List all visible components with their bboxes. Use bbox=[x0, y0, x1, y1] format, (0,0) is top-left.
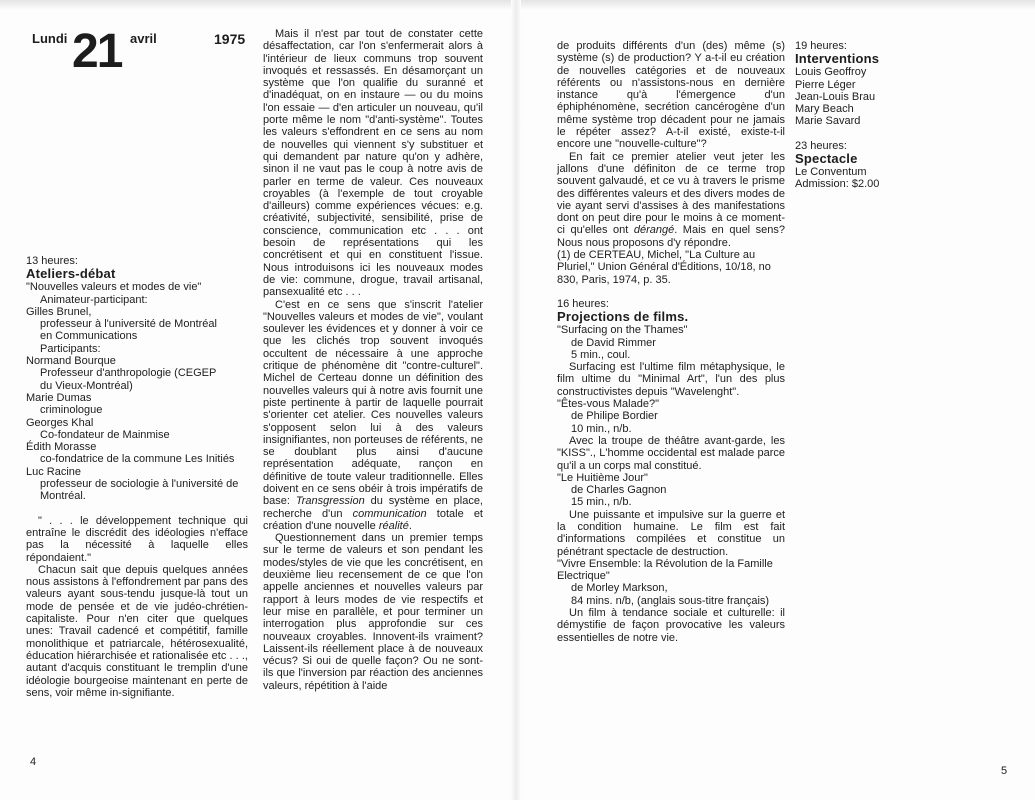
film-length: 10 min., n/b. bbox=[571, 422, 632, 435]
speaker-name: Louis Geoffroy bbox=[795, 66, 867, 79]
animator-name: Gilles Brunel, bbox=[26, 305, 92, 318]
spectacle-title: Spectacle bbox=[795, 151, 858, 167]
animator-dept: en Communications bbox=[40, 330, 138, 343]
ateliers-time: 13 heures: bbox=[26, 255, 78, 267]
film-description: Une puissante et impulsive sur la guerre et la condition humaine. Le film est fait d'informations compilées et constitue un pénétrant spectacle de destruction. bbox=[557, 508, 785, 558]
film-title: "Vivre Ensemble: la Révolution de la Famille Electrique" bbox=[557, 557, 773, 583]
spectacle-time: 23 heures: bbox=[795, 139, 847, 152]
body-paragraph: Chacun sait que depuis quelques années nous assistons à l'effondrement par pans des valeurs ayant sous-tendu jusque-là tout un mode de pensée et de vie judéo-chrétien-capitaliste. Pour n'en citer que quelques unes: Travail cadencé et compétitif, famille monolithique et patriarcale, hétérosexualité, éducation hiérarchisée et rationalisée etc . . ., autant d'acquis constituant le tremplin d'une idéologie bourgeoise maintenant en perte de sens, voir même in-signifiante. bbox=[26, 563, 248, 699]
film-description: Un film à tendance sociale et culturelle: il démystifie de façon provocative les valeurs essentielles de notre vie. bbox=[557, 607, 785, 644]
ateliers-title: Ateliers-débat bbox=[26, 266, 116, 282]
interventions-title: Interventions bbox=[795, 51, 880, 67]
speaker-name: Pierre Léger bbox=[795, 78, 856, 91]
quote-paragraph: " . . . le développement technique qui entraîne le discrédit des idéologies n'efface pas la nécessité à laquelle elles répondaient." bbox=[26, 514, 248, 564]
film-director: de Morley Markson, bbox=[571, 582, 668, 595]
essay-paragraph-4: de produits différents d'un (des) même (s) système (s) de production? Y a-t-il eu création de nouvelles catégories et de nouveaux référents ou n'assistons-nous en dernière instance qu'à l'émergence d'un éphiphénomène, secrétion cancérogène d'un même système trop décadent pour ne jamais le répéter assez? A-t-il existé, existe-t-il encore une "nouvelle-culture"? bbox=[557, 40, 785, 151]
column-projections bbox=[557, 40, 785, 644]
interventions-time: 19 heures: bbox=[795, 40, 847, 52]
participant-name: Luc Racine bbox=[26, 465, 82, 478]
spectacle-venue: Le Conventum bbox=[795, 166, 867, 179]
animator-label: Animateur-participant: bbox=[40, 293, 148, 306]
film-director: de David Rimmer bbox=[571, 336, 656, 349]
participant-name: Marie Dumas bbox=[26, 391, 92, 404]
participants-label: Participants: bbox=[40, 342, 101, 355]
film-description: Surfacing est l'ultime film métaphysique, le film ultime du "Minimal Art", l'un des plus constructivistes depuis "Wavelenght". bbox=[557, 361, 785, 398]
participant-name: Normand Bourque bbox=[26, 355, 116, 368]
column-evening bbox=[795, 40, 1015, 191]
header-day: Lundi bbox=[32, 31, 68, 46]
speaker-name: Mary Beach bbox=[795, 103, 854, 116]
film-title: "Êtes-vous Malade?" bbox=[557, 398, 659, 411]
participant-name: Édith Morasse bbox=[26, 441, 97, 454]
essay-paragraph-2: C'est en ce sens que s'inscrit l'atelier "Nouvelles valeurs et modes de vie", voulant soulever les évidences et y donner à voir ce que les clichés trop souvent invoqués occultent de nécessaire à une approche critique de phénomène dit "contre-culturel". Michel de Certeau donne un définition des nouvelles valeurs qui à notre avis fournit une piste pertinente à partir de laquelle pourrait s'orienter cet atelier. Ces nouvelles valeurs s'opposent selon lui à des valeurs insignifiantes, non porteuses de référents, ne se doublant plus ainsi d'aucune représentation adéquate, rançon en définitive de toute valeur traditionnelle. Elles doivent en ce sens obéir à trois impératifs de base: Transgression du système en place, recherche d'un communication totale et création d'une nouvelle réalité. bbox=[263, 298, 483, 532]
participant-role: co-fondatrice de la commune Les Initiés bbox=[40, 453, 235, 466]
participant-role: du Vieux-Montréal) bbox=[40, 379, 133, 392]
participant-role: criminologue bbox=[40, 404, 103, 417]
participant-role: Professeur d'anthropologie (CEGEP bbox=[40, 367, 217, 380]
date-header bbox=[32, 25, 254, 80]
column-ateliers bbox=[26, 255, 248, 699]
page-number-right: 5 bbox=[1001, 765, 1008, 777]
film-title: "Le Huitième Jour" bbox=[557, 471, 648, 484]
participant-role: Co-fondateur de Mainmise bbox=[40, 428, 170, 441]
film-director: de Philipe Bordier bbox=[571, 410, 658, 423]
film-length: 84 mins. n/b, (anglais sous-titre français) bbox=[571, 594, 770, 607]
essay-paragraph-5: En fait ce premier atelier veut jeter les jallons d'une définiton de ce terme trop souvent galvaudé, et ce vu à travers le prisme des différentes valeurs et des divers modes de vie ayant servi d'assises à des manifestations dont on peut dire pour le moins à ce moment-ci qu'elles ont dérangé. Mais en quel sens? Nous nous proposons d'y répondre. bbox=[557, 150, 786, 249]
essay-paragraph-3: Questionnement dans un premier temps sur le terme de valeurs et son pendant les modes/styles de vie que les concrétisent, en deuxième lieu recensement de ce que l'on appelle anciennes et nouvelles valeurs par rapport à leurs modes de vie respectifs et leur mise en parallèle, et pour terminer un interrogation plus approfondie sur ces nouveaux croyables. Innovent-ils vraiment? Laissent-ils réellement place à de nouveaux vécus? Si oui de quelle façon? Ou ne sont-ils que l'inversion par réaction des anciennes valeurs, répétition à l'aide bbox=[263, 532, 483, 692]
header-year: 1975 bbox=[214, 31, 246, 47]
animator-role: professeur à l'université de Montréal bbox=[40, 318, 217, 331]
spectacle-admission: Admission: $2.00 bbox=[795, 178, 880, 191]
header-date-number: 21 bbox=[72, 25, 122, 78]
film-title: "Surfacing on the Thames" bbox=[557, 324, 688, 337]
essay-paragraph-1: Mais il n'est par tout de constater cette désaffectation, car l'on s'enfermerait alors à l'intérieur de lieux communs trop souvent invoqués et ressassés. En désamorçant un système que l'on qualifie du suranné et d'inadéquat, on en instaure — ou du moins l'on essaie — d'en articuler un nouveau, qu'il porte même le nom "d'anti-système". Toutes les valeurs s'effondrent en ce sens au nom de nouvelles qui viennent s'y substituer et qui demandent par nature qu'on y adhère, sinon il ne vaut pas le coup à notre avis de parler en terme de valeur. Ces nouveaux croyables (à l'exemple de tout croyable d'ailleurs) comme expériences vécues: e.g. créativité, subjectivité, sensibilité, prise de conscience, communication etc . . . ont besoin de représentations qui les concrétisent et qui en constituent l'issue. Nous introduisons ici les nouveaux modes de vie: commune, drogue, travail artisanal, pansexualité etc . . . bbox=[263, 28, 483, 299]
projections-title: Projections de films. bbox=[557, 309, 689, 325]
film-description: Avec la troupe de théâtre avant-garde, les "KISS"., L'homme occidental est malade parce qu'il a un corps mal constitué. bbox=[557, 434, 785, 472]
page-number-left: 4 bbox=[30, 756, 37, 768]
speaker-name: Marie Savard bbox=[795, 115, 861, 128]
header-month: avril bbox=[130, 31, 157, 46]
column-essay bbox=[263, 28, 483, 692]
participant-role: professeur de sociologie à l'université de Montréal. bbox=[40, 478, 239, 503]
ateliers-subtitle: "Nouvelles valeurs et modes de vie" bbox=[26, 281, 202, 294]
film-length: 5 min., coul. bbox=[571, 348, 631, 361]
film-director: de Charles Gagnon bbox=[571, 484, 667, 497]
projections-time: 16 heures: bbox=[557, 297, 609, 310]
participant-name: Georges Khal bbox=[26, 416, 94, 429]
speaker-name: Jean-Louis Brau bbox=[795, 90, 876, 103]
book-gutter bbox=[511, 0, 521, 800]
footnote: (1) de CERTEAU, Michel, "La Culture au Pluriel," Union Général d'Éditions, 10/18, no 830, Paris, 1974, p. 35. bbox=[557, 249, 771, 286]
film-length: 15 min., n/b. bbox=[571, 496, 632, 509]
